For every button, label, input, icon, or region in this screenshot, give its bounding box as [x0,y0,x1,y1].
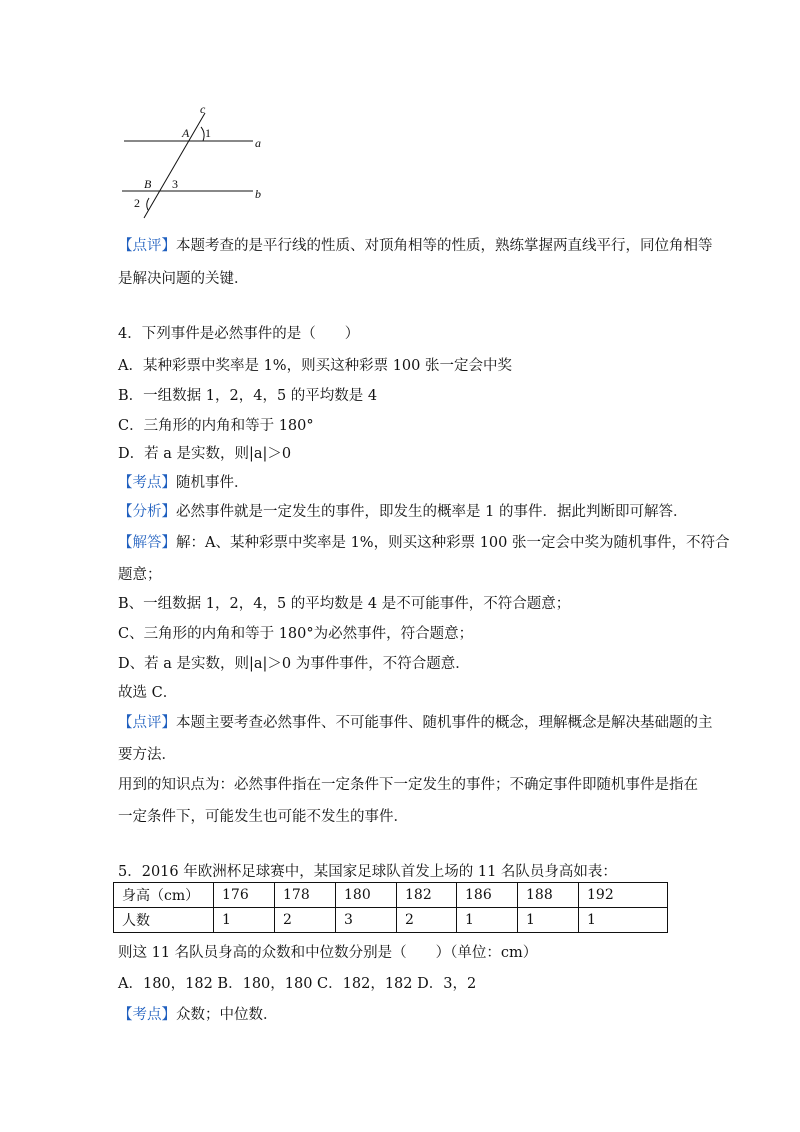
label-1: 1 [205,126,211,140]
label-c: c [200,102,206,116]
q4-answer: 故选 C． [118,685,178,701]
parallel-lines-figure [118,100,278,220]
table-cell: 1 [457,908,518,933]
table-cell: 180 [336,883,397,908]
q4-jieda-line3: B、一组数据 1，2，4，5 的平均数是 4 是不可能事件，不符合题意； [118,596,571,612]
table-cell: 188 [518,883,579,908]
table-row [114,908,668,933]
table-cell: 192 [579,883,668,908]
q4-stem: 4．下列事件是必然事件的是（ ） [118,326,360,342]
table-cell: 176 [214,883,275,908]
q4-fenxi: 【分析】必然事件就是一定发生的事件，即发生的概率是 1 的事件．据此判断即可解答． [118,504,688,520]
q4-option-a: A．某种彩票中奖率是 1%，则买这种彩票 100 张一定会中奖 [118,358,512,374]
q3-comment-line1: 【点评】本题考查的是平行线的性质、对顶角相等的性质，熟练掌握两直线平行，同位角相等 [118,238,713,254]
table-cell: 人数 [114,908,214,933]
table-cell: 2 [397,908,457,933]
q4-jieda-line1: 【解答】解：A、某种彩票中奖率是 1%，则买这种彩票 100 张一定会中奖为随机事件，不符合 [118,535,730,551]
label-b: b [255,187,261,201]
q4-option-b: B．一组数据 1，2，4，5 的平均数是 4 [118,388,378,404]
q4-jieda-line5: D、若 a 是实数，则|a|＞0 为事件事件，不符合题意． [118,656,470,672]
label-2: 2 [134,196,140,210]
q5-options: A．180，182 B．180，180 C．182，182 D．3，2 [118,976,477,992]
q4-option-c: C．三角形的内角和等于 180° [118,418,314,434]
q5-question: 则这 11 名队员身高的众数和中位数分别是（ ）（单位：cm） [118,945,538,961]
q5-kaodian: 【考点】众数；中位数． [118,1007,278,1023]
label-A: A [182,126,190,140]
line-c [144,113,205,218]
angle-1-arc [201,127,204,141]
height-table [113,882,668,933]
comment-tag: 【点评】 [118,238,176,254]
q4-extra-line2: 一定条件下，可能发生也可能不发生的事件． [118,809,408,825]
q4-kaodian: 【考点】随机事件． [118,475,249,491]
table-cell: 1 [518,908,579,933]
q3-comment-line2: 是解决问题的关键． [118,271,249,287]
table-cell: 186 [457,883,518,908]
table-cell: 身高（cm） [114,883,214,908]
label-a: a [255,136,261,150]
q4-jieda-line2: 题意； [118,567,162,583]
table-row [114,883,668,908]
q4-dianping-line2: 要方法． [118,747,176,763]
q4-option-d: D．若 a 是实数，则|a|＞0 [118,446,292,462]
label-B: B [144,177,152,191]
table-cell: 1 [214,908,275,933]
table-cell: 3 [336,908,397,933]
table-cell: 2 [275,908,336,933]
q4-jieda-line4: C、三角形的内角和等于 180°为必然事件，符合题意； [118,626,474,642]
q5-stem: 5．2016 年欧洲杯足球赛中，某国家足球队首发上场的 11 名队员身高如表： [118,864,617,880]
q4-extra-line1: 用到的知识点为：必然事件指在一定条件下一定发生的事件；不确定事件即随机事件是指在 [118,777,698,793]
q4-dianping-line1: 【点评】本题主要考查必然事件、不可能事件、随机事件的概念，理解概念是解决基础题的主 [118,715,713,731]
table-cell: 1 [579,908,668,933]
table-cell: 182 [397,883,457,908]
angle-2-arc [147,198,149,210]
label-3: 3 [172,177,178,191]
table-cell: 178 [275,883,336,908]
